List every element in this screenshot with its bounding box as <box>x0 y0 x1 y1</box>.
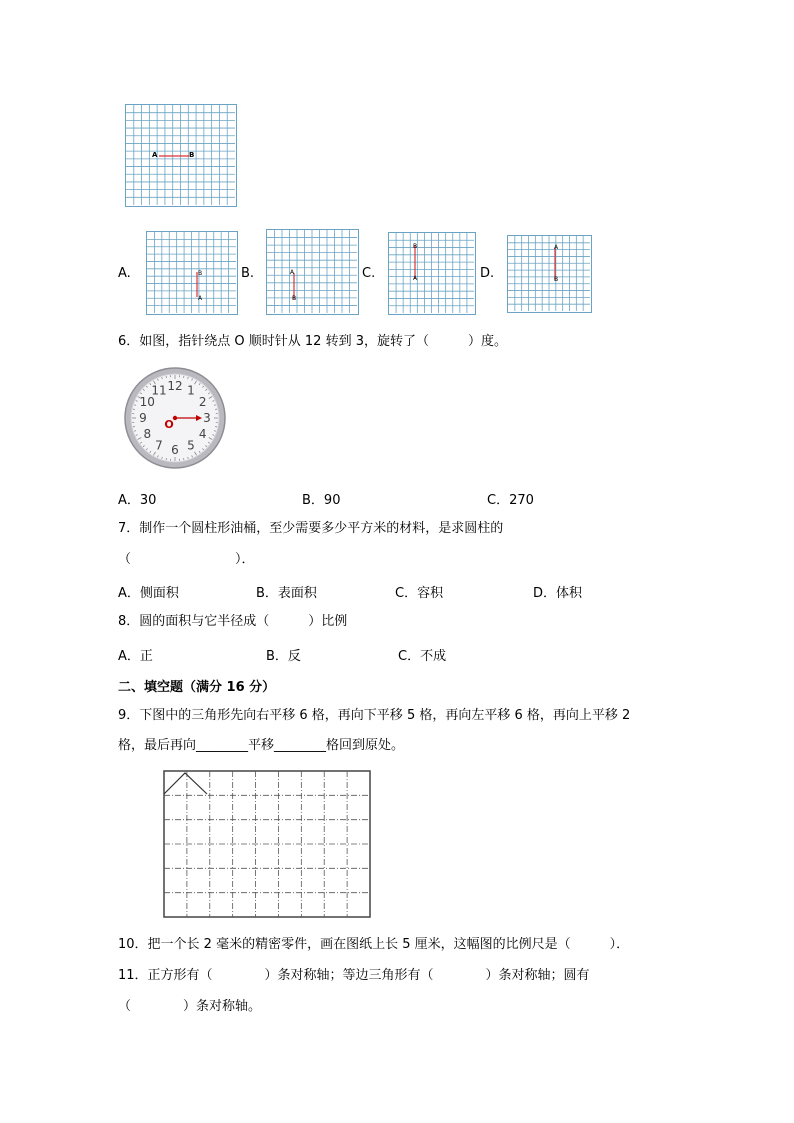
q5-grid-d-svg <box>508 236 590 311</box>
q7-stem: 7．制作一个圆柱形油桶，至少需要多少平方米的材料，是求圆柱的 <box>118 521 504 536</box>
triangle <box>164 773 207 794</box>
clock-number: 9 <box>139 411 147 425</box>
q5-option-c-letter[interactable]: C. <box>362 266 376 281</box>
point-label: B <box>554 276 559 283</box>
q6-option-c[interactable]: C．270 <box>487 493 534 508</box>
q7-option-a[interactable]: A．侧面积 <box>118 586 179 601</box>
clock-number: 1 <box>187 383 195 398</box>
q6-option-b[interactable]: B．90 <box>302 493 341 508</box>
clock-number: 12 <box>167 379 183 393</box>
section-title: 二、填空题（满分 16 分） <box>118 680 276 695</box>
q5-grid-b-svg <box>267 230 357 313</box>
q9-line2[interactable]: 格，最后再向________平移________格回到原处。 <box>118 738 405 753</box>
q6-option-a[interactable]: A．30 <box>118 493 157 508</box>
q8-option-a[interactable]: A．正 <box>118 649 153 664</box>
point-label: B <box>292 295 297 302</box>
q6-stem: 6．如图，指针绕点 O 顺时针从 12 转到 3，旋转了（ ）度。 <box>118 334 507 349</box>
point-a-label: A <box>152 151 158 159</box>
clock-svg <box>122 365 228 471</box>
q11-line1[interactable]: 11．正方形有（ ）条对称轴；等边三角形有（ ）条对称轴；圆有 <box>118 968 590 983</box>
point-label: A <box>290 269 295 276</box>
q9-grid-svg <box>163 770 371 918</box>
point-label: B <box>198 270 203 277</box>
top-grid-svg <box>126 105 235 205</box>
point-label: A <box>554 244 559 251</box>
q8-stem: 8．圆的面积与它半径成（ ）比例 <box>118 614 348 629</box>
clock-number: 10 <box>139 395 155 409</box>
point-label: A <box>413 275 418 282</box>
q7-option-d[interactable]: D．体积 <box>533 586 583 601</box>
clock-number: 2 <box>198 395 207 409</box>
q5-option-a-letter[interactable]: A. <box>118 266 131 281</box>
point-b-label: B <box>189 151 195 159</box>
q5-grid-a-svg <box>147 232 236 313</box>
q5-option-d-grid[interactable] <box>507 235 592 313</box>
top-grid-figure <box>125 104 237 207</box>
q7-option-b[interactable]: B．表面积 <box>256 586 317 601</box>
q7-blank[interactable]: （ ）． <box>118 552 255 567</box>
clock-number: 6 <box>171 443 179 457</box>
q11-line2[interactable]: （ ）条对称轴。 <box>118 999 262 1014</box>
q8-option-b[interactable]: B．反 <box>266 649 301 664</box>
q5-option-b-grid[interactable] <box>266 229 359 315</box>
point-label: B <box>413 243 418 250</box>
q5-option-a-grid[interactable] <box>146 231 238 315</box>
q9-line1: 9．下图中的三角形先向右平移 6 格，再向下平移 5 格，再向左平移 6 格，再向上平移 2 <box>118 708 631 723</box>
clock-number: 3 <box>203 411 211 425</box>
clock-number: 7 <box>155 438 163 453</box>
q10-stem[interactable]: 10．把一个长 2 毫米的精密零件，画在图纸上长 5 厘米，这幅图的比例尺是（ ）． <box>118 937 630 952</box>
clock-center-label: O <box>164 418 174 431</box>
clock-number: 11 <box>151 383 167 398</box>
clock-number: 4 <box>198 427 207 441</box>
clock-number: 8 <box>143 427 152 441</box>
point-label: A <box>198 295 203 302</box>
q8-option-c[interactable]: C．不成 <box>398 649 447 664</box>
q5-option-d-letter[interactable]: D. <box>480 266 495 281</box>
q5-grid-c-svg <box>389 233 474 313</box>
q9-grid-figure <box>163 770 371 918</box>
clock-figure <box>122 365 228 471</box>
q5-option-c-grid[interactable] <box>388 232 476 315</box>
clock-number: 5 <box>187 438 195 453</box>
q5-option-b-letter[interactable]: B. <box>241 266 255 281</box>
q7-option-c[interactable]: C．容积 <box>395 586 444 601</box>
